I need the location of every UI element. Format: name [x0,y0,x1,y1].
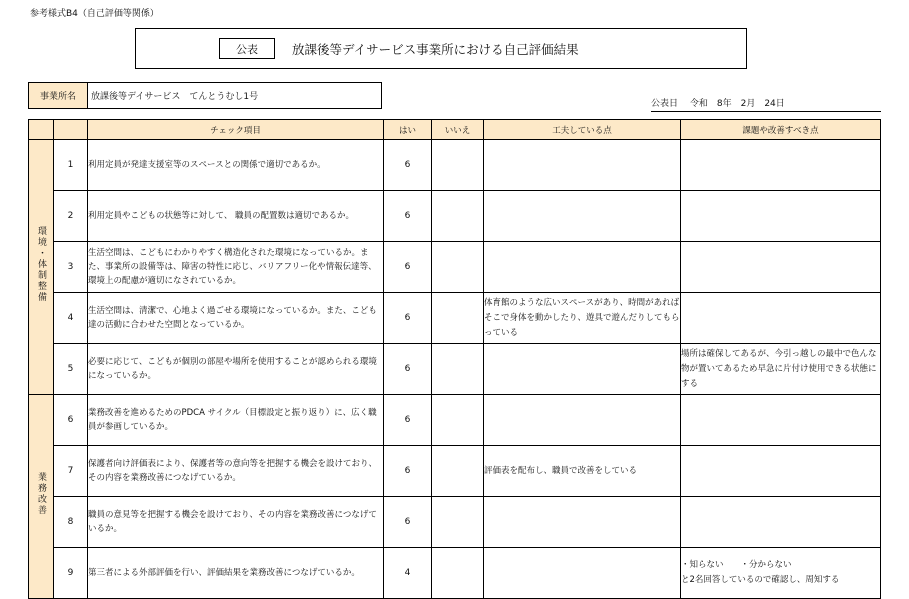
table-row [29,191,881,242]
yes-count: 6 [384,293,432,344]
issue-note [681,242,881,293]
effort-note: 評価表を配布し、職員で改善をしている [484,446,681,497]
table-row [29,242,881,293]
row-number: 1 [54,140,88,191]
header-no: いいえ [432,120,484,140]
check-item-text: 利用定員やこどもの状態等に対して、 職員の配置数は適切であるか。 [88,191,384,242]
row-number: 8 [54,497,88,548]
check-item-text: 生活空間は、こどもにわかりやすく構造化された環境になっているか。また、事業所の設備等は、障害の特性に応じ、バリアフリー化や情報伝達等、環境上の配慮が適切になされているか。 [88,242,384,293]
page-title: 放課後等デイサービス事業所における自己評価結果 [292,42,579,57]
effort-note [484,395,681,446]
effort-note [484,548,681,599]
check-item-text: 利用定員が発達支援室等のスペースとの関係で適切であるか。 [88,140,384,191]
yes-count: 6 [384,497,432,548]
effort-note [484,191,681,242]
no-count [432,242,484,293]
issue-note [681,293,881,344]
office-name-value: 放課後等デイサービス てんとうむし1号 [87,82,382,109]
check-item-text: 業務改善を進めるためのPDCA サイクル（目標設定と振り返り）に、広く職員が参画しているか。 [88,395,384,446]
row-number: 4 [54,293,88,344]
yes-count: 6 [384,344,432,395]
no-count [432,446,484,497]
yes-count: 4 [384,548,432,599]
effort-note [484,140,681,191]
effort-note: 体育館のような広いスペースがあり、時間があればそこで身体を動かしたり、遊具で遊んだりしてもらっている [484,293,681,344]
header-issue: 課題や改善すべき点 [681,120,881,140]
no-count [432,395,484,446]
publication-badge: 公表 [219,38,275,59]
category-environment: 環境・体制整備 [29,140,54,395]
issue-note [681,497,881,548]
header-check-item: チェック項目 [88,120,384,140]
table-row [29,548,881,599]
no-count [432,548,484,599]
issue-note [681,395,881,446]
effort-note [484,497,681,548]
table-row [29,395,881,446]
issue-note [681,140,881,191]
row-number: 9 [54,548,88,599]
table-row [29,446,881,497]
publish-date: 公表日 令和 8年 2月 24日 [651,96,881,112]
issue-note: 場所は確保してあるが、今引っ越しの最中で色んな物が置いてあるため早急に片付け使用できる状態にする [681,344,881,395]
row-number: 6 [54,395,88,446]
table-row [29,140,881,191]
table-header-row [29,120,881,140]
yes-count: 6 [384,446,432,497]
header-category [29,120,54,140]
yes-count: 6 [384,191,432,242]
office-name-label: 事業所名 [28,82,88,109]
title-box [135,28,747,69]
check-item-text: 生活空間は、清潔で、心地よく過ごせる環境になっているか。また、こども達の活動に合わせた空間となっているか。 [88,293,384,344]
yes-count: 6 [384,242,432,293]
no-count [432,344,484,395]
yes-count: 6 [384,140,432,191]
no-count [432,191,484,242]
issue-note [681,446,881,497]
self-evaluation-table [28,119,881,599]
check-item-text: 職員の意見等を把握する機会を設けており、その内容を業務改善につなげているか。 [88,497,384,548]
row-number: 2 [54,191,88,242]
issue-note [681,191,881,242]
issue-note: ・知らない ・分からない と2名回答しているので確認し、周知する [681,548,881,599]
reference-form-label: 参考様式B4（自己評価等関係） [30,9,159,19]
no-count [432,140,484,191]
yes-count: 6 [384,395,432,446]
effort-note [484,242,681,293]
row-number: 3 [54,242,88,293]
header-yes: はい [384,120,432,140]
no-count [432,293,484,344]
check-item-text: 保護者向け評価表により、保護者等の意向等を把握する機会を設けており、その内容を業務改善につなげているか。 [88,446,384,497]
check-item-text: 必要に応じて、こどもが個別の部屋や場所を使用することが認められる環境になっているか。 [88,344,384,395]
effort-note [484,344,681,395]
table-row [29,293,881,344]
table-row [29,497,881,548]
row-number: 7 [54,446,88,497]
no-count [432,497,484,548]
header-number [54,120,88,140]
header-effort: 工夫している点 [484,120,681,140]
row-number: 5 [54,344,88,395]
category-business-improvement: 業務改善 [29,395,54,599]
check-item-text: 第三者による外部評価を行い、評価結果を業務改善につなげているか。 [88,548,384,599]
table-row [29,344,881,395]
